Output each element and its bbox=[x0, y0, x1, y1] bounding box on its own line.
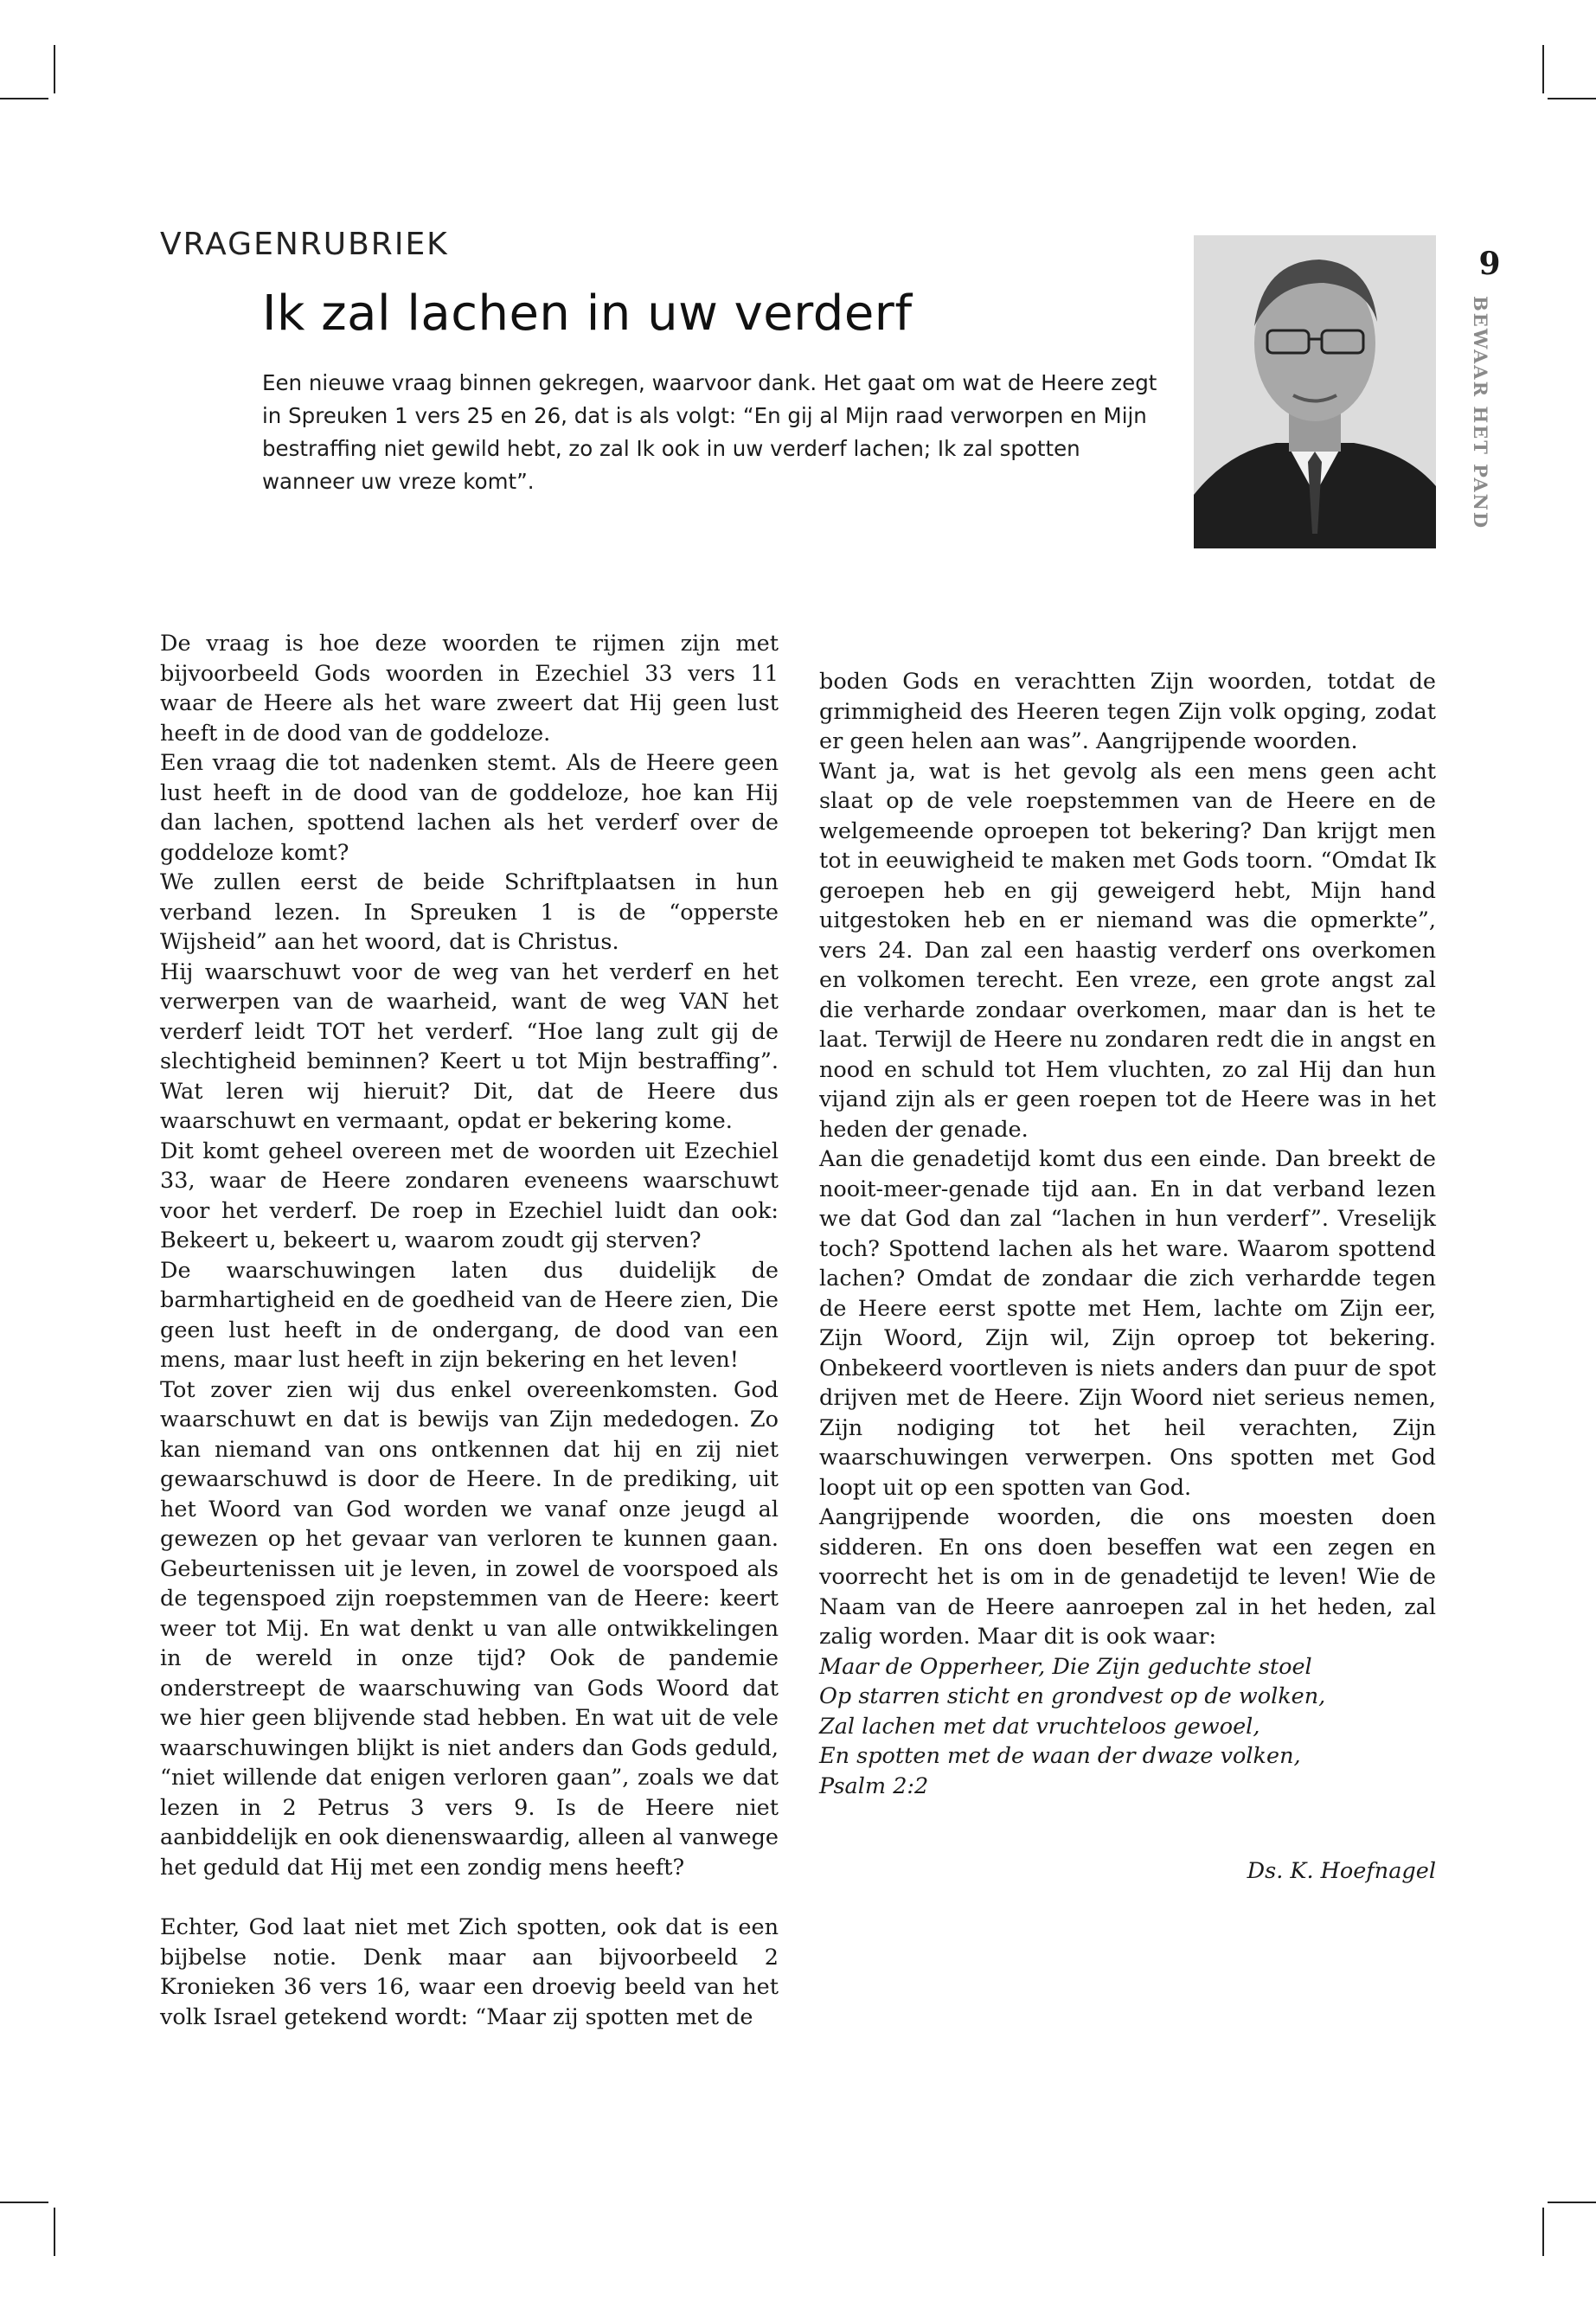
right-column bbox=[819, 667, 1436, 1801]
crop-mark bbox=[0, 2202, 48, 2203]
crop-mark bbox=[1542, 45, 1544, 93]
article-intro: Een nieuwe vraag binnen gekregen, waarvoor dank. Het gaat om wat de Heere zegt in Spreuken 1 vers 25 en 26, dat is als volgt: “En gij al Mijn raad verworpen en Mijn bestraffing niet gewild hebt, zo zal Ik ook in uw verderf lachen; Ik zal spotten wanneer uw vreze komt”. bbox=[262, 370, 1157, 494]
crop-mark bbox=[1548, 2202, 1596, 2203]
section-rubric: VRAGENRUBRIEK bbox=[160, 227, 449, 262]
crop-mark bbox=[1548, 98, 1596, 99]
poem-line: Zal lachen met dat vruchteloos gewoel, bbox=[819, 1713, 1260, 1740]
poem-line: Op starren sticht en grondvest op de wolken, bbox=[819, 1683, 1326, 1709]
paragraph: Hij waarschuwt voor de weg van het verderf en het verwerpen van de waarheid, want de weg VAN het verderf leidt TOT het verderf. “Hoe lang zult gij de slechtigheid beminnen? Keert u tot Mijn bestraffing”. Wat leren wij hieruit? Dit, dat de Heere dus waarschuwt en vermaant, opdat er bekering kome. bbox=[160, 958, 779, 1134]
author-signature: Ds. K. Hoefnagel bbox=[1247, 1858, 1436, 1884]
crop-mark bbox=[54, 2208, 55, 2256]
psalm-quote bbox=[819, 1652, 1436, 1802]
running-head: BEWAAR HET PAND bbox=[1470, 296, 1491, 530]
paragraph: Echter, God laat niet met Zich spotten, ook dat is een bijbelse notie. Denk maar aan bijvoorbeeld 2 Kronieken 36 vers 16, waar een droevig beeld van het volk Israel getekend wordt: “Maar zij spotten met de bbox=[160, 1914, 779, 2030]
paragraph: De waarschuwingen laten dus duidelijk de barmhartigheid en de goedheid van de Heere zien, Die geen lust heeft in de ondergang, de dood van een mens, maar lust heeft in zijn bekering en het leven! bbox=[160, 1257, 779, 1373]
left-column bbox=[160, 629, 779, 2032]
portrait-illustration bbox=[1194, 235, 1436, 548]
crop-mark bbox=[0, 98, 48, 99]
poem-line: En spotten met de waan der dwaze volken, bbox=[819, 1743, 1301, 1769]
paragraph: We zullen eerst de beide Schriftplaatsen in hun verband lezen. In Spreuken 1 is de “opperste Wijsheid” aan het woord, dat is Christus. bbox=[160, 869, 779, 955]
paragraph: Aan die genadetijd komt dus een einde. Dan breekt de nooit-meer-genade tijd aan. En in dat verband lezen we dat God dan zal “lachen in hun verderf”. Vreselijk toch? Spottend lachen als het ware. Waarom spottend lachen? Omdat de zondaar die zich verhardde tegen de Heere eerst spotte met Hem, lachte om Zijn eer, Zijn Woord, Zijn wil, Zijn oproep tot bekering. Onbekeerd voortleven is niets anders dan puur de spot drijven met de Heere. Zijn Woord niet serieus nemen, Zijn nodiging tot het heil verachten, Zijn waarschuwingen verwerpen. Ons spotten met God loopt uit op een spotten van God. bbox=[819, 1146, 1436, 1501]
paragraph: Want ja, wat is het gevolg als een mens geen acht slaat op de vele roepstemmen van de Heere en de welgemeende oproepen tot bekering? Dan krijgt men tot in eeuwigheid te maken met Gods toorn. “Omdat Ik geroepen heb en gij geweigerd hebt, Mijn hand uitgestoken heb en er niemand was die opmerkte”, vers 24. Dan zal een haastig verderf ons overkomen en volkomen terecht. Een vreze, een grote angst zal die verharde zondaar overkomen, maar dan is het te laat. Terwijl de Heere nu zondaren redt die in angst en nood en schuld tot Hem vluchten, zo zal Hij dan hun vijand zijn als er geen roepen tot de Heere was in het heden der genade. bbox=[819, 758, 1436, 1143]
page-number: 9 bbox=[1478, 246, 1501, 282]
paragraph: De vraag is hoe deze woorden te rijmen zijn met bijvoorbeeld Gods woorden in Ezechiel 33 vers 11 waar de Heere als het ware zweert dat Hij geen lust heeft in de dood van de goddeloze. bbox=[160, 631, 779, 747]
paragraph: Aangrijpende woorden, die ons moesten doen sidderen. En ons doen beseffen wat een zegen en voorrecht het is om in de genadetijd te leven! Wie de Naam van de Heere aanroepen zal in het heden, zal zalig worden. Maar dit is ook waar: bbox=[819, 1504, 1436, 1650]
paragraph: Een vraag die tot nadenken stemt. Als de Heere geen lust heeft in de dood van de goddeloze, hoe kan Hij dan lachen, spottend lachen als het verderf over de goddeloze komt? bbox=[160, 750, 779, 866]
paragraph: Tot zover zien wij dus enkel overeenkomsten. God waarschuwt en dat is bewijs van Zijn mededogen. Zo kan niemand van ons ontkennen dat hij en zij niet gewaarschuwd is door de Heere. In de prediking, uit het Woord van God worden we vanaf onze jeugd al gewezen op het gevaar van verloren te kunnen gaan. Gebeurtenissen uit je leven, in zowel de voorspoed als de tegenspoed zijn roepstemmen van de Heere: keert weer tot Mij. En wat denkt u van alle ontwikkelingen in de wereld in onze tijd? Ook de pandemie onderstreept de waarschuwing van Gods Woord dat we hier geen blijvende stad hebben. En wat uit de vele waarschuwingen blijkt is niet anders dan Gods geduld, “niet willende dat enigen verloren gaan”, zoals we dat lezen in 2 Petrus 3 vers 9. Is de Heere niet aanbiddelijk en ook dienenswaardig, alleen al vanwege het geduld dat Hij met een zondig mens heeft? bbox=[160, 1376, 779, 1881]
crop-mark bbox=[54, 45, 55, 93]
paragraph: boden Gods en verachtten Zijn woorden, totdat de grimmigheid des Heeren tegen Zijn volk opging, zodat er geen helen aan was”. Aangrijpende woorden. bbox=[819, 669, 1436, 754]
poem-reference: Psalm 2:2 bbox=[819, 1772, 929, 1799]
author-portrait bbox=[1194, 235, 1436, 548]
crop-mark bbox=[1542, 2208, 1544, 2256]
poem-line: Maar de Opperheer, Die Zijn geduchte stoel bbox=[819, 1653, 1312, 1680]
paragraph: Dit komt geheel overeen met de woorden uit Ezechiel 33, waar de Heere zondaren eveneens waarschuwt voor het verderf. De roep in Ezechiel luidt dan ook: Bekeert u, bekeert u, waarom zoudt gij sterven? bbox=[160, 1138, 779, 1253]
article-title: Ik zal lachen in uw verderf bbox=[262, 285, 913, 342]
